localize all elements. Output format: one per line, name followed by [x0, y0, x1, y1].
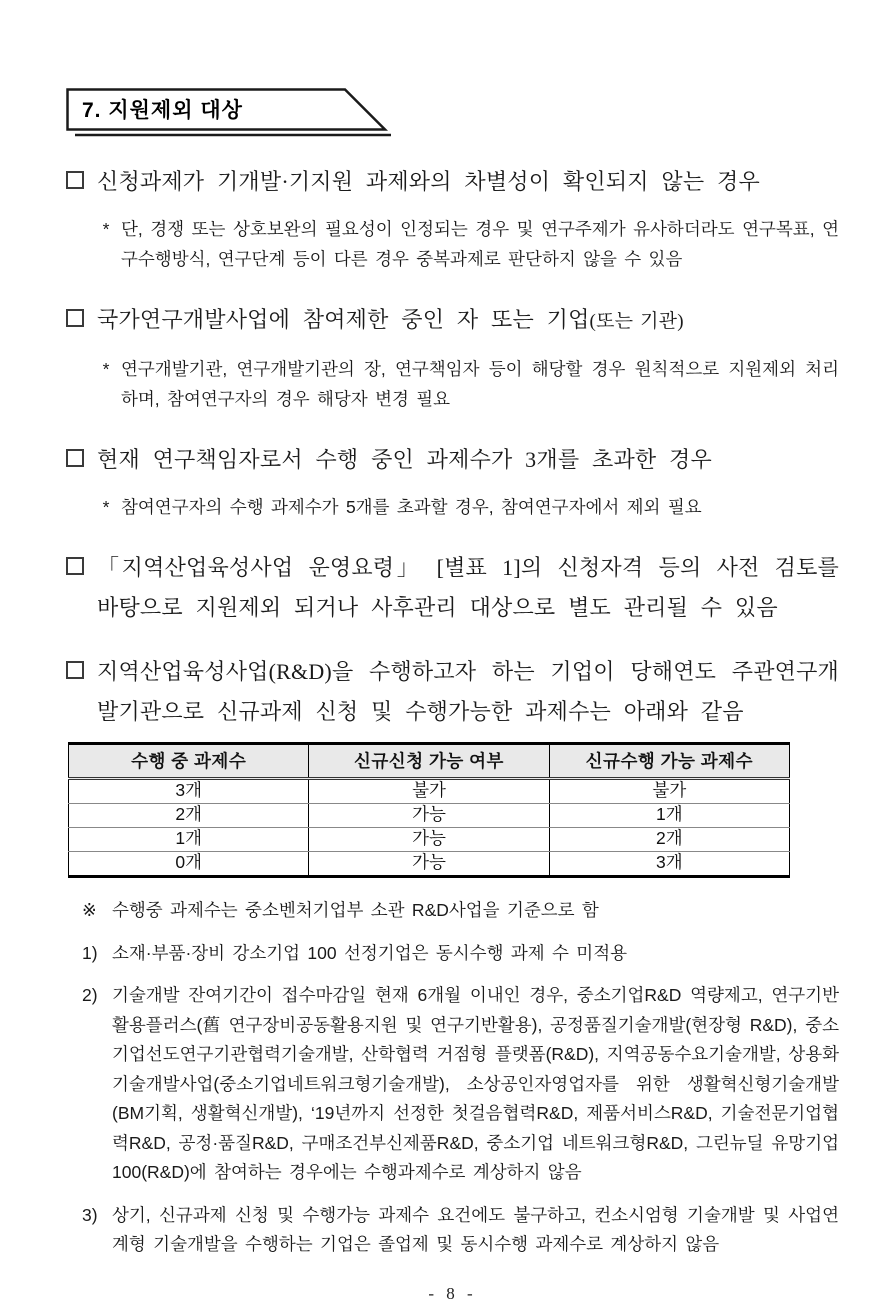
bullet-text-small: (또는 기관)	[589, 311, 684, 332]
table-cell: 2개	[69, 804, 309, 828]
subnote	[100, 214, 839, 274]
subnote-text: 연구개발기관, 연구개발기관의 장, 연구책임자 등이 해당할 경우 원칙적으로 지원제외 처리하며, 참여연구자의 경우 해당자 변경 필요	[121, 359, 839, 409]
table-cell: 가능	[309, 804, 549, 828]
bullet-text: 지역산업육성사업(R&D)을 수행하고자 하는 기업이 당해연도 주관연구개발기관으로 신규과제 신청 및 수행가능한 과제수는 아래와 같음	[97, 659, 839, 724]
subnote-text: 단, 경쟁 또는 상호보완의 필요성이 인정되는 경우 및 연구주제가 유사하더라도 연구목표, 연구수행방식, 연구단계 등이 다른 경우 중복과제로 판단하지 않을 수 있음	[121, 219, 839, 269]
note-item	[82, 939, 839, 969]
table-header-cell: 신규수행 가능 과제수	[549, 744, 789, 779]
task-count-table	[68, 742, 790, 878]
subnote-text: 참여연구자의 수행 과제수가 5개를 초과할 경우, 참여연구자에서 제외 필요	[121, 497, 702, 517]
note-number-marker: 2)	[82, 985, 98, 1005]
bullet-text: 「지역산업육성사업 운영요령」 [별표 1]의 신청자격 등의 사전 검토를 바탕으로 지원제외 되거나 사후관리 대상으로 별도 관리될 수 있음	[97, 555, 839, 620]
table-row	[69, 828, 790, 852]
square-bullet-icon	[66, 557, 84, 575]
bullet-item	[66, 440, 839, 480]
table-cell: 2개	[549, 828, 789, 852]
bullet-text: 현재 연구책임자로서 수행 중인 과제수가 3개를 초과한 경우	[97, 447, 712, 472]
table-cell: 1개	[69, 828, 309, 852]
table-cell: 불가	[549, 779, 789, 804]
note-text: 수행중 과제수는 중소벤처기업부 소관 R&D사업을 기준으로 함	[112, 900, 599, 920]
note-number-marker: 1)	[82, 942, 98, 963]
asterisk-marker: *	[102, 497, 110, 517]
bullet-text-main: 국가연구개발사업에 참여제한 중인 자 또는 기업	[97, 307, 590, 332]
table-header-row	[69, 744, 790, 779]
page-number: - 8 -	[428, 1283, 477, 1303]
note-text: 상기, 신규과제 신청 및 수행가능 과제수 요건에도 불구하고, 컨소시엄형 기술개발 및 사업연계형 기술개발을 수행하는 기업은 졸업제 및 동시수행 과제수로 계상하지 않음	[112, 1204, 839, 1254]
subnote	[100, 492, 839, 522]
table-row	[69, 779, 790, 804]
square-bullet-icon	[66, 449, 84, 467]
note-item	[82, 981, 839, 1188]
square-bullet-icon	[66, 309, 84, 327]
table-cell: 3개	[549, 852, 789, 877]
bullet-item	[66, 300, 839, 342]
asterisk-marker: *	[102, 359, 110, 379]
section-title: 7. 지원제외 대상	[82, 99, 243, 122]
bullet-item	[66, 652, 839, 732]
reference-marker: ※	[82, 900, 97, 920]
asterisk-marker: *	[102, 219, 110, 239]
bullet-text: 신청과제가 기개발·기지원 과제와의 차별성이 확인되지 않는 경우	[97, 169, 760, 194]
subnote	[100, 354, 839, 414]
section-title-banner	[66, 88, 839, 138]
bullet-item	[66, 548, 839, 628]
table-cell: 0개	[69, 852, 309, 877]
note-item	[82, 896, 839, 926]
table-header-cell: 신규신청 가능 여부	[309, 744, 549, 779]
table-cell: 1개	[549, 804, 789, 828]
table-cell: 불가	[309, 779, 549, 804]
note-number-marker: 3)	[82, 1204, 98, 1225]
bullet-text	[97, 300, 839, 342]
table-row	[69, 852, 790, 877]
table-cell: 가능	[309, 828, 549, 852]
table-cell: 가능	[309, 852, 549, 877]
bullet-item	[66, 162, 839, 202]
table-cell: 3개	[69, 779, 309, 804]
table-header-cell: 수행 중 과제수	[69, 744, 309, 779]
square-bullet-icon	[66, 171, 84, 189]
note-text: 소재·부품·장비 강소기업 100 선정기업은 동시수행 과제 수 미적용	[112, 942, 628, 963]
note-item	[82, 1201, 839, 1260]
square-bullet-icon	[66, 661, 84, 679]
table-row	[69, 804, 790, 828]
note-text: 기술개발 잔여기간이 접수마감일 현재 6개월 이내인 경우, 중소기업R&D 역량제고, 연구기반활용플러스(舊 연구장비공동활용지원 및 연구기반활용), 공정품질기술개발(현장형 R&D), 중소기업선도연구기관협력기술개발, 산학협력 거점형 플랫폼(R&D), 지역공동수요기술개발, 상용화기술개발사업(중소기업네트워크형기술개발), 소상공인자영업자를 위한 생활혁신형기술개발(BM기획, 생활혁신개발), ‘19년까지 선정한 첫걸음협력R&D, 제품서비스R&D, 기술전문기업협력R&D, 공정·품질R&D, 구매조건부신제품R&D, 중소기업 네트워크형R&D, 그린뉴딜 유망기업 100(R&D)에 참여하는 경우에는 수행과제수로 계상하지 않음	[112, 985, 839, 1182]
